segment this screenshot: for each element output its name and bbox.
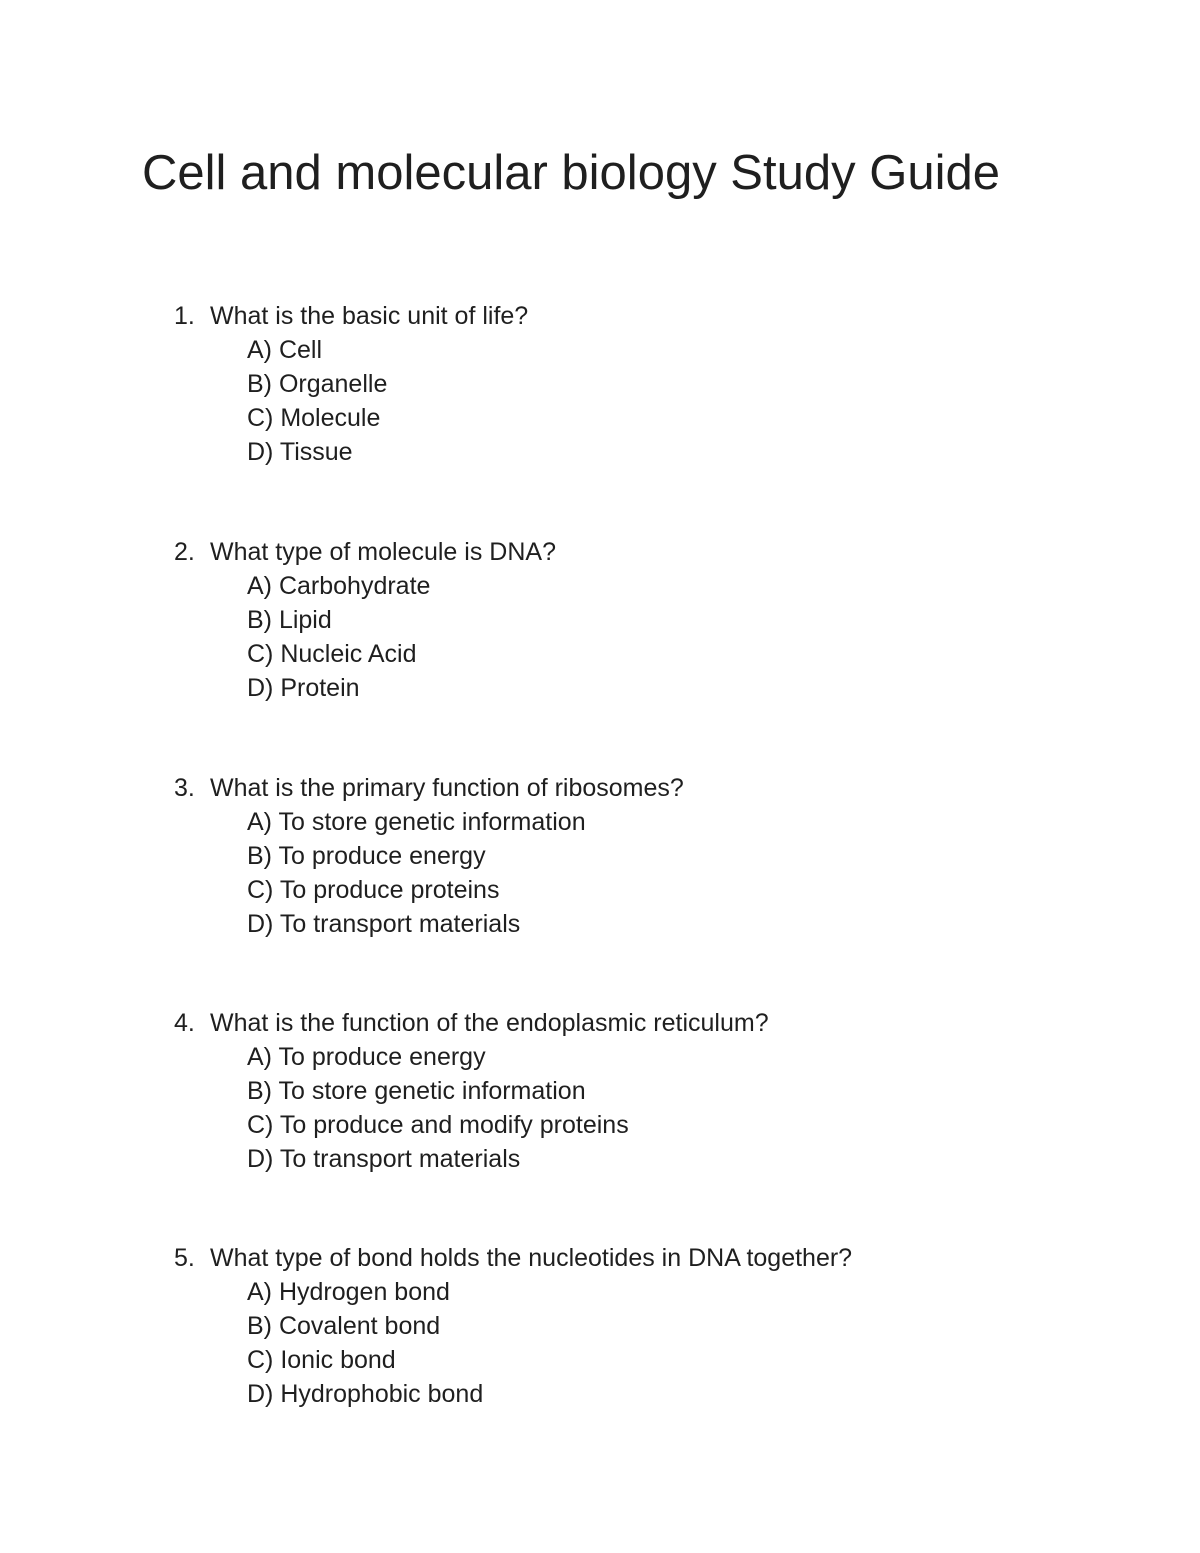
answer-option: A) To store genetic information	[247, 808, 586, 836]
answer-option: D) Tissue	[247, 438, 353, 466]
question-text: What type of bond holds the nucleotides in DNA together?	[210, 1244, 853, 1272]
answer-option: B) To store genetic information	[247, 1077, 586, 1105]
answer-option: C) Ionic bond	[247, 1346, 396, 1374]
answer-option: B) Covalent bond	[247, 1312, 441, 1340]
answer-options	[174, 805, 1074, 941]
answer-option: B) Organelle	[247, 370, 388, 398]
answer-options	[174, 569, 1074, 705]
answer-options	[174, 1040, 1074, 1176]
question-text: What is the primary function of ribosomes?	[210, 774, 684, 802]
answer-option: C) To produce and modify proteins	[247, 1111, 629, 1139]
question-number: 3.	[174, 774, 195, 802]
question-text: What is the function of the endoplasmic reticulum?	[210, 1009, 769, 1037]
question-text-line	[174, 535, 1074, 569]
answer-option: D) To transport materials	[247, 1145, 521, 1173]
question-text-line	[174, 1006, 1074, 1040]
page-title: Cell and molecular biology Study Guide	[142, 146, 1000, 200]
question-3	[174, 771, 1074, 941]
answer-option: C) Nucleic Acid	[247, 640, 417, 668]
answer-options	[174, 333, 1074, 469]
question-number: 1.	[174, 302, 195, 330]
answer-option: B) To produce energy	[247, 842, 486, 870]
question-text-line	[174, 1241, 1074, 1275]
question-2	[174, 535, 1074, 705]
answer-option: A) Hydrogen bond	[247, 1278, 450, 1306]
answer-option: B) Lipid	[247, 606, 332, 634]
answer-option: C) To produce proteins	[247, 876, 500, 904]
question-5	[174, 1241, 1074, 1411]
answer-option: D) To transport materials	[247, 910, 521, 938]
answer-option: D) Hydrophobic bond	[247, 1380, 484, 1408]
question-number: 5.	[174, 1244, 195, 1272]
question-text: What is the basic unit of life?	[210, 302, 529, 330]
question-number: 4.	[174, 1009, 195, 1037]
answer-option: A) Cell	[247, 336, 323, 364]
question-text: What type of molecule is DNA?	[210, 538, 556, 566]
question-1	[174, 299, 1074, 469]
question-text-line	[174, 299, 1074, 333]
answer-options	[174, 1275, 1074, 1411]
question-text-line	[174, 771, 1074, 805]
answer-option: A) To produce energy	[247, 1043, 486, 1071]
question-number: 2.	[174, 538, 195, 566]
answer-option: C) Molecule	[247, 404, 381, 432]
answer-option: D) Protein	[247, 674, 360, 702]
question-4	[174, 1006, 1074, 1176]
answer-option: A) Carbohydrate	[247, 572, 431, 600]
